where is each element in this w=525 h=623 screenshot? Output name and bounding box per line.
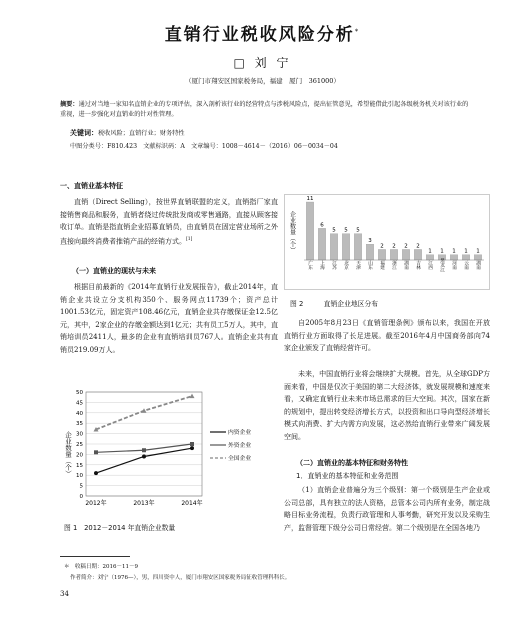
fig2-category-label: 广东 — [307, 260, 313, 270]
abstract-label: 摘要： — [60, 101, 79, 108]
fig2-bar — [378, 249, 385, 260]
fig2-data-label: 1 — [440, 248, 444, 255]
fig2-data-label: 1 — [452, 248, 456, 255]
fig2-bar — [474, 255, 481, 260]
fig2-data-label: 2 — [416, 243, 420, 250]
affiliation: （厦门市翔安区国家税务局，福建 厦门 361000） — [185, 77, 340, 85]
fig1-y-tick-label: 30 — [76, 431, 83, 438]
fig1-gridlines — [86, 392, 202, 496]
fig2-category-label: 湖南 — [475, 260, 481, 270]
fig1-data-point — [190, 446, 194, 450]
fig1-legend-label: 内资企业 — [228, 430, 252, 436]
fig1-y-tick-label: 50 — [76, 390, 83, 396]
fig2-category-label: 天津 — [355, 260, 361, 270]
fig1-x-tick-label: 2012年 — [85, 500, 107, 507]
fig1-legend-label: 全国企业 — [228, 456, 252, 462]
col2-paragraph-2: 未来，中国直销行业将会继续扩大规模。首先，从全球GDP方面来看，中国是仅次于美国的第二大经济体，就发展规模和速度来看，又确定直销行业未来市场总需求的巨大空间。其次，国家在新的规划中，提出转变经济增长方式，以投资和出口导向型经济增长模式向消费、扩大内需方向发展，这必然给直销行业带来广阔发展空间。 — [284, 370, 490, 441]
fig2-data-label: 2 — [404, 243, 408, 250]
fig2-bar — [450, 255, 457, 260]
fig1-y-tick-label: 40 — [76, 410, 83, 417]
fig1-y-tick-label: 25 — [76, 442, 83, 448]
fig1-series-group — [94, 394, 195, 475]
section1-paragraph-text: 直销（Direct Selling），按世界直销联盟的定义，直销指厂家直接销售商品和服务，直销者绕过传统批发商或零售通路，直接从顾客接收订单。直销是指直销企业招募直销员，由直销员在固定营业场所之外直接向最终消费者推销产品的经销方式。 — [60, 198, 278, 246]
footnote-author: 作者简介：刘宁（1976—），男，四川资中人，厦门市翔安区国家税务局征收管理科科长。 — [70, 575, 291, 581]
figure-1-line-chart — [62, 386, 276, 516]
section-heading-1: 一、直销业基本特征 — [60, 182, 123, 190]
fig2-bar — [402, 249, 409, 260]
fig1-data-point — [190, 394, 195, 399]
keywords-text: 税收风险；直销行业；财务特性 — [98, 130, 185, 137]
article-title — [0, 20, 525, 45]
footnote-rule — [60, 556, 130, 557]
fig2-category-label: 浙江 — [391, 260, 397, 270]
fig2-data-label: 1 — [464, 248, 468, 255]
fig1-data-point — [142, 448, 146, 452]
figure-2-caption: 图 2 直销企业地区分布 — [290, 300, 379, 308]
fig2-category-label: 云南 — [463, 260, 469, 270]
fig2-bar — [390, 249, 397, 260]
sub1-paragraph: 根据目前最新的《2014年直销行业发展报告》，截止2014年，直销企业共设立分支机构350个、服务网点11739个；资产总计1001.53亿元，固定资产108.46亿元，直销企业共存缴保证金12.5亿元，其中，2家企业的存缴金额达到1亿元；共有员工5万人，其中，直销培训员2411人，最多的企业有直销培训员767人。直销企业共有直销员219.09万人。 — [60, 283, 278, 354]
fig2-category-label: 江西 — [427, 260, 433, 270]
fig2-data-label: 3 — [368, 238, 372, 245]
fig2-data-label: 5 — [356, 227, 360, 234]
fig2-category-label: 山东 — [367, 260, 373, 270]
fig2-bar — [318, 228, 325, 260]
fig2-bar — [306, 202, 313, 260]
subsection-heading-1: （一）直销业的现状与未来 — [72, 267, 156, 275]
author-line: □ 刘 宁 — [233, 56, 292, 70]
fig2-category-label: 湖南 — [403, 260, 409, 270]
fig2-bar — [462, 255, 469, 260]
title-footnote-mark: * — [354, 27, 361, 36]
abstract — [60, 100, 470, 120]
figure-1-caption: 图 1 2012－2014 年直销企业数量 — [64, 524, 176, 532]
footnote-received: ＊ 收稿日期：2016－11－9 — [64, 564, 138, 570]
classification-line: 中图分类号：F810.423 文献标识码：A 文章编号：1008－4614－（2016）06－0034－04 — [70, 143, 338, 150]
fig2-data-label: 11 — [306, 196, 314, 202]
figure-2-bar-chart — [284, 194, 490, 290]
fig1-y-tick-label: 15 — [76, 462, 83, 469]
fig2-category-label: 吉林 — [415, 260, 421, 270]
subsection-heading-2-1: 1．直销业的基本特征和业务范围 — [296, 472, 399, 480]
fig1-y-tick-label: 45 — [76, 400, 83, 407]
fig1-legend-label: 外资企业 — [228, 443, 252, 449]
fig2-bar — [342, 234, 349, 260]
fig2-category-label: 河南 — [451, 260, 457, 270]
fig2-data-label: 2 — [392, 243, 396, 250]
col2-paragraph-3: （1）直销企业普遍分为三个级别：第一个级别是生产企业或公司总部，具有独立的法人资格，总管本公司内所有业务，制定战略目标业务流程，负责行政管理和人事考勤，研究开发以及采购生产，监督管理下级分公司日常经营。第二个级别是在全国各地乃 — [284, 486, 490, 532]
title-text: 直销行业税收风险分析 — [164, 25, 355, 45]
fig2-category-label: 江苏 — [331, 260, 337, 270]
section1-paragraph — [60, 196, 278, 248]
fig2-bar — [366, 244, 373, 260]
fig2-bar — [330, 234, 337, 260]
page-number: 34 — [60, 590, 69, 598]
fig1-y-tick-label: 35 — [76, 421, 83, 428]
fig2-bar — [354, 234, 361, 260]
fig2-bar — [426, 255, 433, 260]
fig2-data-label: 1 — [428, 248, 432, 255]
fig1-y-tick-label: 5 — [79, 483, 83, 490]
fig1-x-ticks — [85, 499, 202, 507]
reference-mark: [1] — [186, 236, 193, 242]
fig2-frame — [285, 195, 490, 290]
fig1-x-tick-label: 2014年 — [181, 500, 203, 507]
fig1-y-ticks — [76, 390, 84, 500]
fig1-data-point — [94, 471, 98, 475]
fig2-data-label: 5 — [344, 227, 348, 234]
fig1-y-tick-label: 10 — [76, 473, 83, 480]
fig2-category-label: 黑龙江 — [439, 258, 445, 272]
fig1-x-tick-label: 2013年 — [133, 500, 155, 507]
fig1-y-tick-label: 20 — [76, 452, 83, 459]
fig2-bars-group — [304, 196, 484, 273]
fig2-data-label: 2 — [380, 243, 384, 250]
fig2-category-label: 福建 — [379, 260, 385, 270]
fig1-data-point — [142, 454, 146, 458]
fig2-bar — [414, 249, 421, 260]
keywords-label: 关键词： — [70, 129, 98, 137]
fig2-data-label: 5 — [332, 227, 336, 234]
col2-paragraph-1: 自2005年8月23日《直销管理条例》颁布以来，我国在开放直销行业方面取得了长足进展。截至2016年4月中国商务部向74家企业颁发了直销经营许可。 — [284, 319, 490, 353]
fig1-y-tick-label: 0 — [79, 494, 83, 500]
fig1-y-axis-label: 企业数量（个） — [64, 431, 72, 477]
keywords — [70, 128, 185, 138]
fig2-y-axis-label: 企业数量（个） — [288, 211, 296, 253]
fig1-legend — [210, 428, 251, 462]
fig2-category-label: 北京 — [343, 260, 349, 270]
subsection-heading-2: （二）直销业的基本特征和财务特性 — [296, 459, 408, 467]
fig2-data-label: 6 — [320, 222, 324, 229]
abstract-text: 通过对当地一家知名直销企业的专项评估，深入剖析该行业的经营特点与涉税风险点，提出征管意见，希望能借此引起各级税务机关对该行业的重视，进一步强化对直销业的针对性管理。 — [60, 101, 469, 118]
fig1-data-point — [190, 442, 194, 446]
fig2-category-label: 上海 — [319, 260, 325, 270]
fig2-data-label: 1 — [476, 248, 480, 255]
fig1-data-point — [94, 450, 98, 454]
